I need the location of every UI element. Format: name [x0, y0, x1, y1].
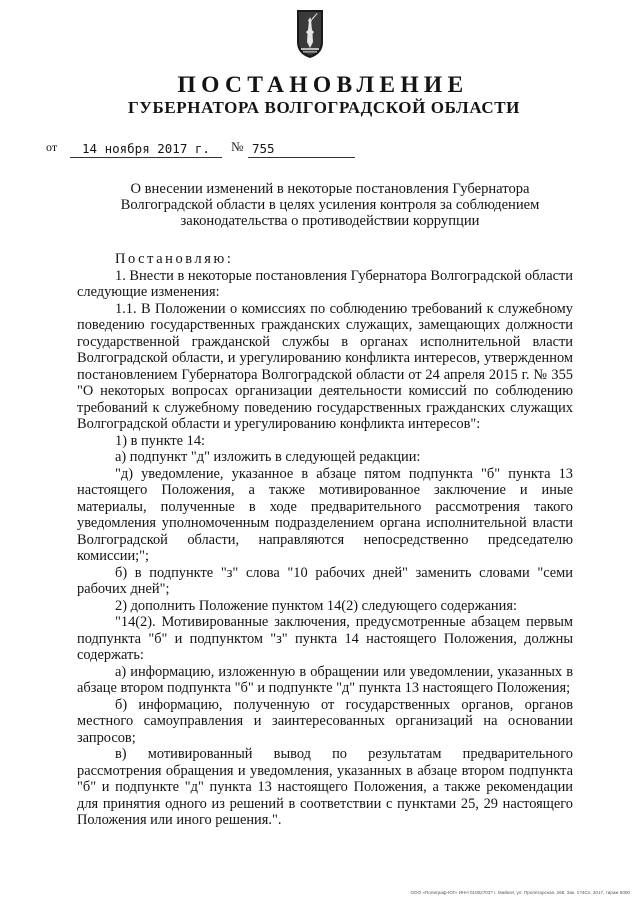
date-number-line: [46, 136, 366, 158]
printer-imprint: ООО «Полиграф-ЮГ» ИНН 01002703? г. Майкоп, ул. Пролетарская, 268. Зак. 1?4Сл, 2017, тираж 5000: [410, 890, 630, 895]
resolution-word: Постановляю:: [115, 251, 234, 267]
subject-line: О внесении изменений в некоторые постановления Губернатора: [130, 181, 530, 197]
body-paragraph: 1.1. В Положении о комиссиях по соблюдению требований к служебному поведению государственных гражданских служащих, замещающих должности государственной гражданской службы в органах исполнительной власти Волгоградской области, и урегулированию конфликта интересов, утвержденном постановлением Губернатора Волгоградской области от 24 апреля 2015 г. № 355 "О некоторых вопросах организации деятельности комиссий по соблюдению требований к служебному поведению государственных гражданских служащих Волгоградской области и урегулированию конфликта интересов":: [77, 300, 573, 432]
document-title: ПОСТАНОВЛЕНИЕ: [177, 72, 469, 98]
body-paragraph: "14(2). Мотивированные заключения, предусмотренные абзацем первым подпункта "б" и подпунктом "з" пункта 14 настоящего Положения, должны содержать:: [77, 614, 573, 663]
body-paragraph: "д) уведомление, указанное в абзаце пятом подпункта "б" пункта 13 настоящего Положения, а также мотивированное заключение и иные материалы, полученные в ходе предварительного рассмотрения такого уведомления уполномоченным подразделением органа исполнительной власти Волгоградской области, направляются непосредственно председателю комиссии;";: [77, 465, 573, 564]
document-date: 14 ноября 2017 г.: [82, 141, 210, 156]
date-underline: [70, 157, 222, 158]
document-body: [77, 251, 573, 829]
subject-line: законодательства о противодействии коррупции: [180, 213, 480, 229]
body-paragraph: в) мотивированный вывод по результатам предварительного рассмотрения обращения и уведомления, указанных в абзаце втором подпункта "б" и подпункте "д" пункта 13 настоящего Положения, а также рекомендации для принятия одного из решений в соответствии с пунктами 25, 29 настоящего Положения или иного решения.".: [77, 746, 573, 828]
body-paragraph: б) в подпункте "з" слова "10 рабочих дней" заменить словами "семи рабочих дней";: [77, 564, 573, 597]
document-number: 755: [252, 141, 275, 156]
coat-of-arms-icon: [295, 8, 325, 60]
body-paragraph: 1. Внести в некоторые постановления Губернатора Волгоградской области следующие изменения:: [77, 267, 573, 300]
number-underline: [248, 157, 355, 158]
document-subtitle: ГУБЕРНАТОРА ВОЛГОГРАДСКОЙ ОБЛАСТИ: [128, 98, 520, 117]
subject-line: Волгоградской области в целях усиления контроля за соблюдением: [120, 197, 540, 213]
body-paragraph: б) информацию, полученную от государственных органов, органов местного самоуправления и заинтересованных организаций на основании запросов;: [77, 696, 573, 746]
body-paragraph: а) подпункт "д" изложить в следующей редакции:: [115, 449, 421, 465]
body-paragraph: 2) дополнить Положение пунктом 14(2) следующего содержания:: [115, 597, 517, 614]
subject-heading: [60, 181, 600, 229]
body-paragraph: 1) в пункте 14:: [115, 432, 206, 449]
body-paragraph: а) информацию, изложенную в обращении или уведомлении, указанных в абзаце втором подпункта "б" и подпункте "д" пункта 13 настоящего Положения;: [77, 663, 573, 696]
number-prefix: №: [231, 139, 244, 154]
date-prefix: от: [46, 140, 58, 154]
